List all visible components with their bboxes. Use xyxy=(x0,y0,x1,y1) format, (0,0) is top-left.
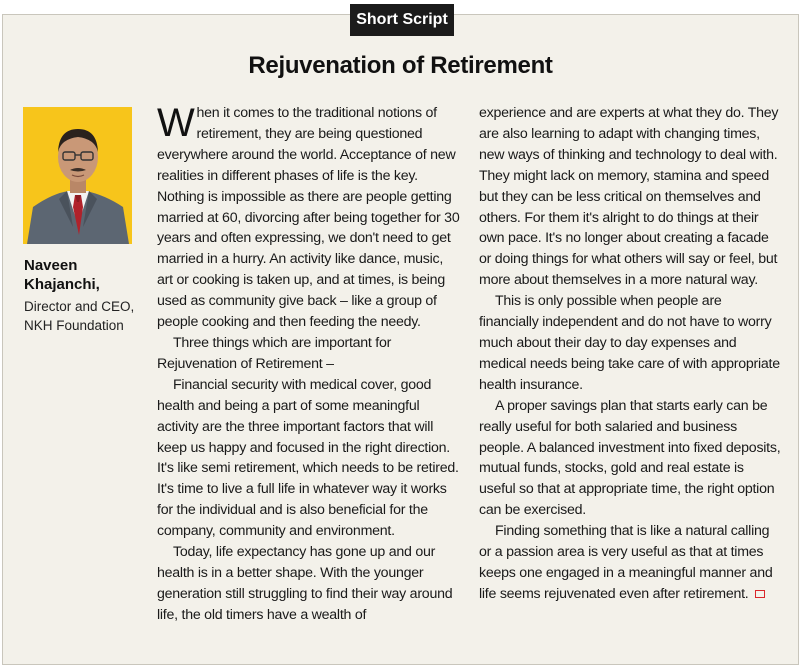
paragraph-text: hen it comes to the traditional notions of retirement, they are being questioned everywhere around the world. Acceptance of new realities in different phases of life is the key. Nothing is impossible as there are people getting married at 60, divorcing after being together for 30 years and often expressing, we don't need to get married in a hurry. An activity like dance, music, art or cooking is taken up, and at times, is being used as community give back – like a group of people cooking and then feeding the needy. xyxy=(157,105,460,331)
author-role xyxy=(24,297,134,335)
paragraph-text: Finding something that is like a natural calling or a passion area is very useful as that at times keeps one engaged in a meaningful manner and life seems rejuvenated even after retirement. xyxy=(479,523,773,602)
paragraph: This is only possible when people are financially independent and do not have to worry much about their day to day expenses and medical needs being take care of with appropriate health insurance. xyxy=(479,293,780,393)
paragraph: experience and are experts at what they do. They are also learning to adapt with changing times, new ways of thinking and technology to deal with. They might lack on memory, stamina and speed but they can be less critical on themselves and others. For them it's alright to do things at their own pace. It's no longer about creating a facade or doing things for what others will say or feel, but more about themselves in a more natural way. xyxy=(479,105,779,289)
paragraph xyxy=(479,521,783,605)
author-role-title: Director and CEO, xyxy=(24,299,135,314)
paragraph: Today, life expectancy has gone up and our health is in a better shape. With the younger generation still struggling to find their way around life, the old timers have a wealth of xyxy=(157,544,453,623)
author-portrait-illustration xyxy=(23,107,132,244)
section-tag: Short Script xyxy=(350,4,454,36)
article-column-2 xyxy=(479,103,783,605)
author-organization: NKH Foundation xyxy=(24,318,124,333)
dropcap: W xyxy=(157,101,195,145)
author-photo xyxy=(23,107,132,244)
author-last-name: Khajanchi, xyxy=(24,276,100,293)
article-column-1 xyxy=(157,103,461,626)
paragraph: Financial security with medical cover, good health and being a part of some meaningful activity are the three important factors that will keep us happy and focused in the right direction. It's like semi retirement, which needs to be retired. It's time to live a full life in whatever way it works for the individual and is also beneficial for the company, community and environment. xyxy=(157,376,459,540)
paragraph: Rejuvenation of Retirement – xyxy=(157,355,334,372)
headline: Rejuvenation of Retirement xyxy=(248,52,553,79)
paragraph: Three things which are important for xyxy=(173,334,392,351)
author-first-name: Naveen xyxy=(24,257,78,274)
paragraph: A proper savings plan that starts early can be really useful for both salaried and business people. A balanced investment into fixed deposits, mutual funds, stocks, gold and real estate is useful so that at appropriate time, the right option can be exercised. xyxy=(479,397,781,519)
end-mark-icon xyxy=(755,590,765,598)
author-name xyxy=(24,256,100,294)
paragraph xyxy=(157,103,461,333)
